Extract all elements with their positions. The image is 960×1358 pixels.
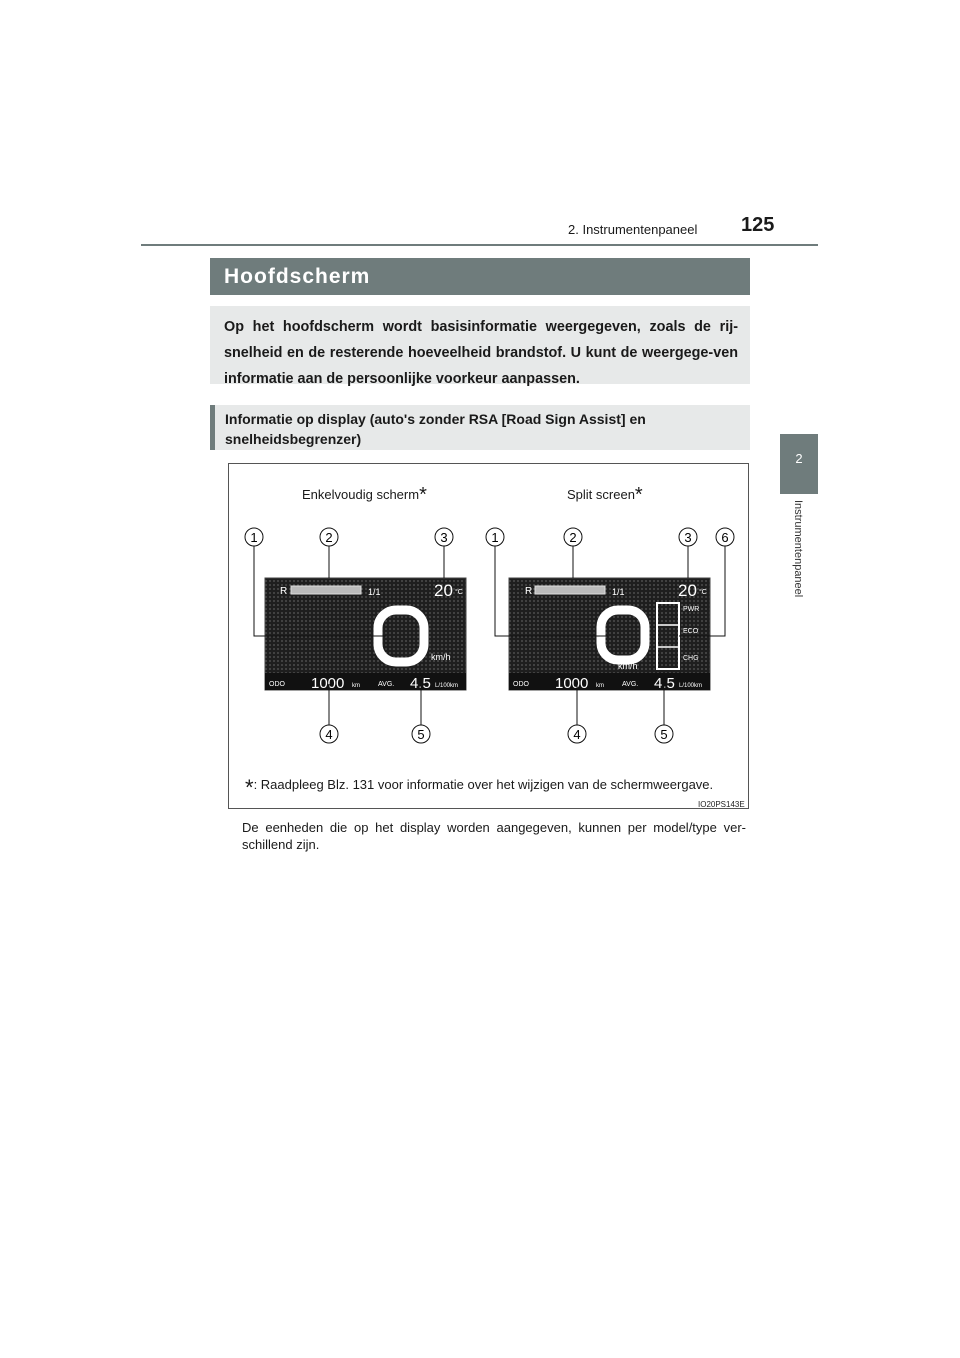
figure-code: IO20PS143E	[698, 800, 745, 809]
single-display	[265, 578, 466, 692]
single-odo-value: 1000	[311, 675, 345, 692]
single-screen-asterisk: *	[419, 484, 427, 506]
note-text: De eenheden die op het display worden aangegeven, kunnen per model/type ver-schillend zijn.	[242, 820, 746, 852]
split-temp-unit: °C	[699, 589, 707, 596]
split-temperature: 20	[678, 581, 697, 600]
figure-illustration	[228, 463, 749, 809]
callout-split-2	[564, 528, 582, 546]
svg-text:2: 2	[569, 530, 577, 545]
split-odo-label: ODO	[513, 681, 529, 688]
split-avg-label: AVG.	[622, 681, 639, 688]
callout-single-2	[320, 528, 338, 546]
single-avg-value: 4.5	[410, 675, 431, 692]
chapter-title: 2. Instrumentenpaneel	[568, 222, 698, 237]
callout-split-1	[486, 528, 504, 546]
single-avg-label: AVG.	[378, 681, 395, 688]
split-avg-unit: L/100km	[679, 683, 703, 689]
single-fuel-gauge	[291, 586, 361, 594]
chapter-side-label-wrap	[792, 500, 806, 622]
chapter-side-label: Instrumentenpaneel	[792, 500, 804, 598]
split-odo-unit: km	[596, 683, 604, 689]
single-temp-unit: °C	[455, 589, 463, 596]
split-speed-unit: km/h	[618, 661, 638, 671]
svg-text:4: 4	[573, 727, 581, 742]
page-number: 125	[741, 214, 775, 236]
single-avg-unit: L/100km	[435, 683, 459, 689]
svg-text:4: 4	[325, 727, 333, 742]
header-rule	[141, 244, 818, 246]
sub-heading: Informatie op display (auto's zonder RSA [Road Sign Assist] en snelheidsbegrenzer)	[210, 405, 750, 450]
callout-single-3	[435, 528, 453, 546]
split-display	[509, 578, 710, 692]
svg-text:3: 3	[440, 530, 448, 545]
split-fuel-gauge	[535, 586, 605, 594]
callout-single-1	[245, 528, 263, 546]
footnote-asterisk: *	[245, 775, 254, 800]
split-avg-value: 4.5	[654, 675, 675, 692]
svg-text:5: 5	[417, 727, 425, 742]
single-odo-label: ODO	[269, 681, 285, 688]
hybrid-label-eco: ECO	[683, 628, 699, 635]
single-fuel-fraction: 1/1	[368, 587, 381, 597]
figure-footnote	[245, 775, 713, 801]
svg-text:6: 6	[721, 530, 729, 545]
split-odo-value: 1000	[555, 675, 589, 692]
hybrid-label-chg: CHG	[683, 655, 699, 662]
split-screen-title-text: Split screen	[567, 487, 635, 502]
svg-text:5: 5	[660, 727, 668, 742]
svg-text:1: 1	[250, 530, 258, 545]
svg-text:3: 3	[684, 530, 692, 545]
callout-single-5	[412, 725, 430, 743]
callout-split-5	[655, 725, 673, 743]
single-gear: R	[280, 586, 288, 597]
single-speed-unit: km/h	[431, 652, 451, 662]
chapter-tab[interactable]: 2	[780, 434, 818, 494]
single-odo-unit: km	[352, 683, 360, 689]
footnote-text: : Raadpleeg Blz. 131 voor informatie over het wijzigen van de schermweergave.	[253, 777, 714, 792]
callout-split-4	[568, 725, 586, 743]
split-gear: R	[525, 586, 533, 597]
callout-split-6	[716, 528, 734, 546]
hybrid-label-pwr: PWR	[683, 606, 700, 613]
svg-text:1: 1	[491, 530, 499, 545]
callout-split-3	[679, 528, 697, 546]
split-screen-asterisk: *	[634, 484, 643, 506]
single-temperature: 20	[434, 581, 453, 600]
callout-single-4	[320, 725, 338, 743]
single-screen-title-text: Enkelvoudig scherm	[302, 487, 420, 502]
split-fuel-fraction: 1/1	[612, 587, 625, 597]
svg-text:2: 2	[325, 530, 333, 545]
intro-box: Op het hoofdscherm wordt basisinformatie weergegeven, zoals de rij-snelheid en de resterende hoeveelheid brandstof. U kunt de weergege-ven informatie aan de persoonlijke voorkeur aanpassen.	[210, 306, 750, 384]
section-heading: Hoofdscherm	[210, 258, 750, 295]
